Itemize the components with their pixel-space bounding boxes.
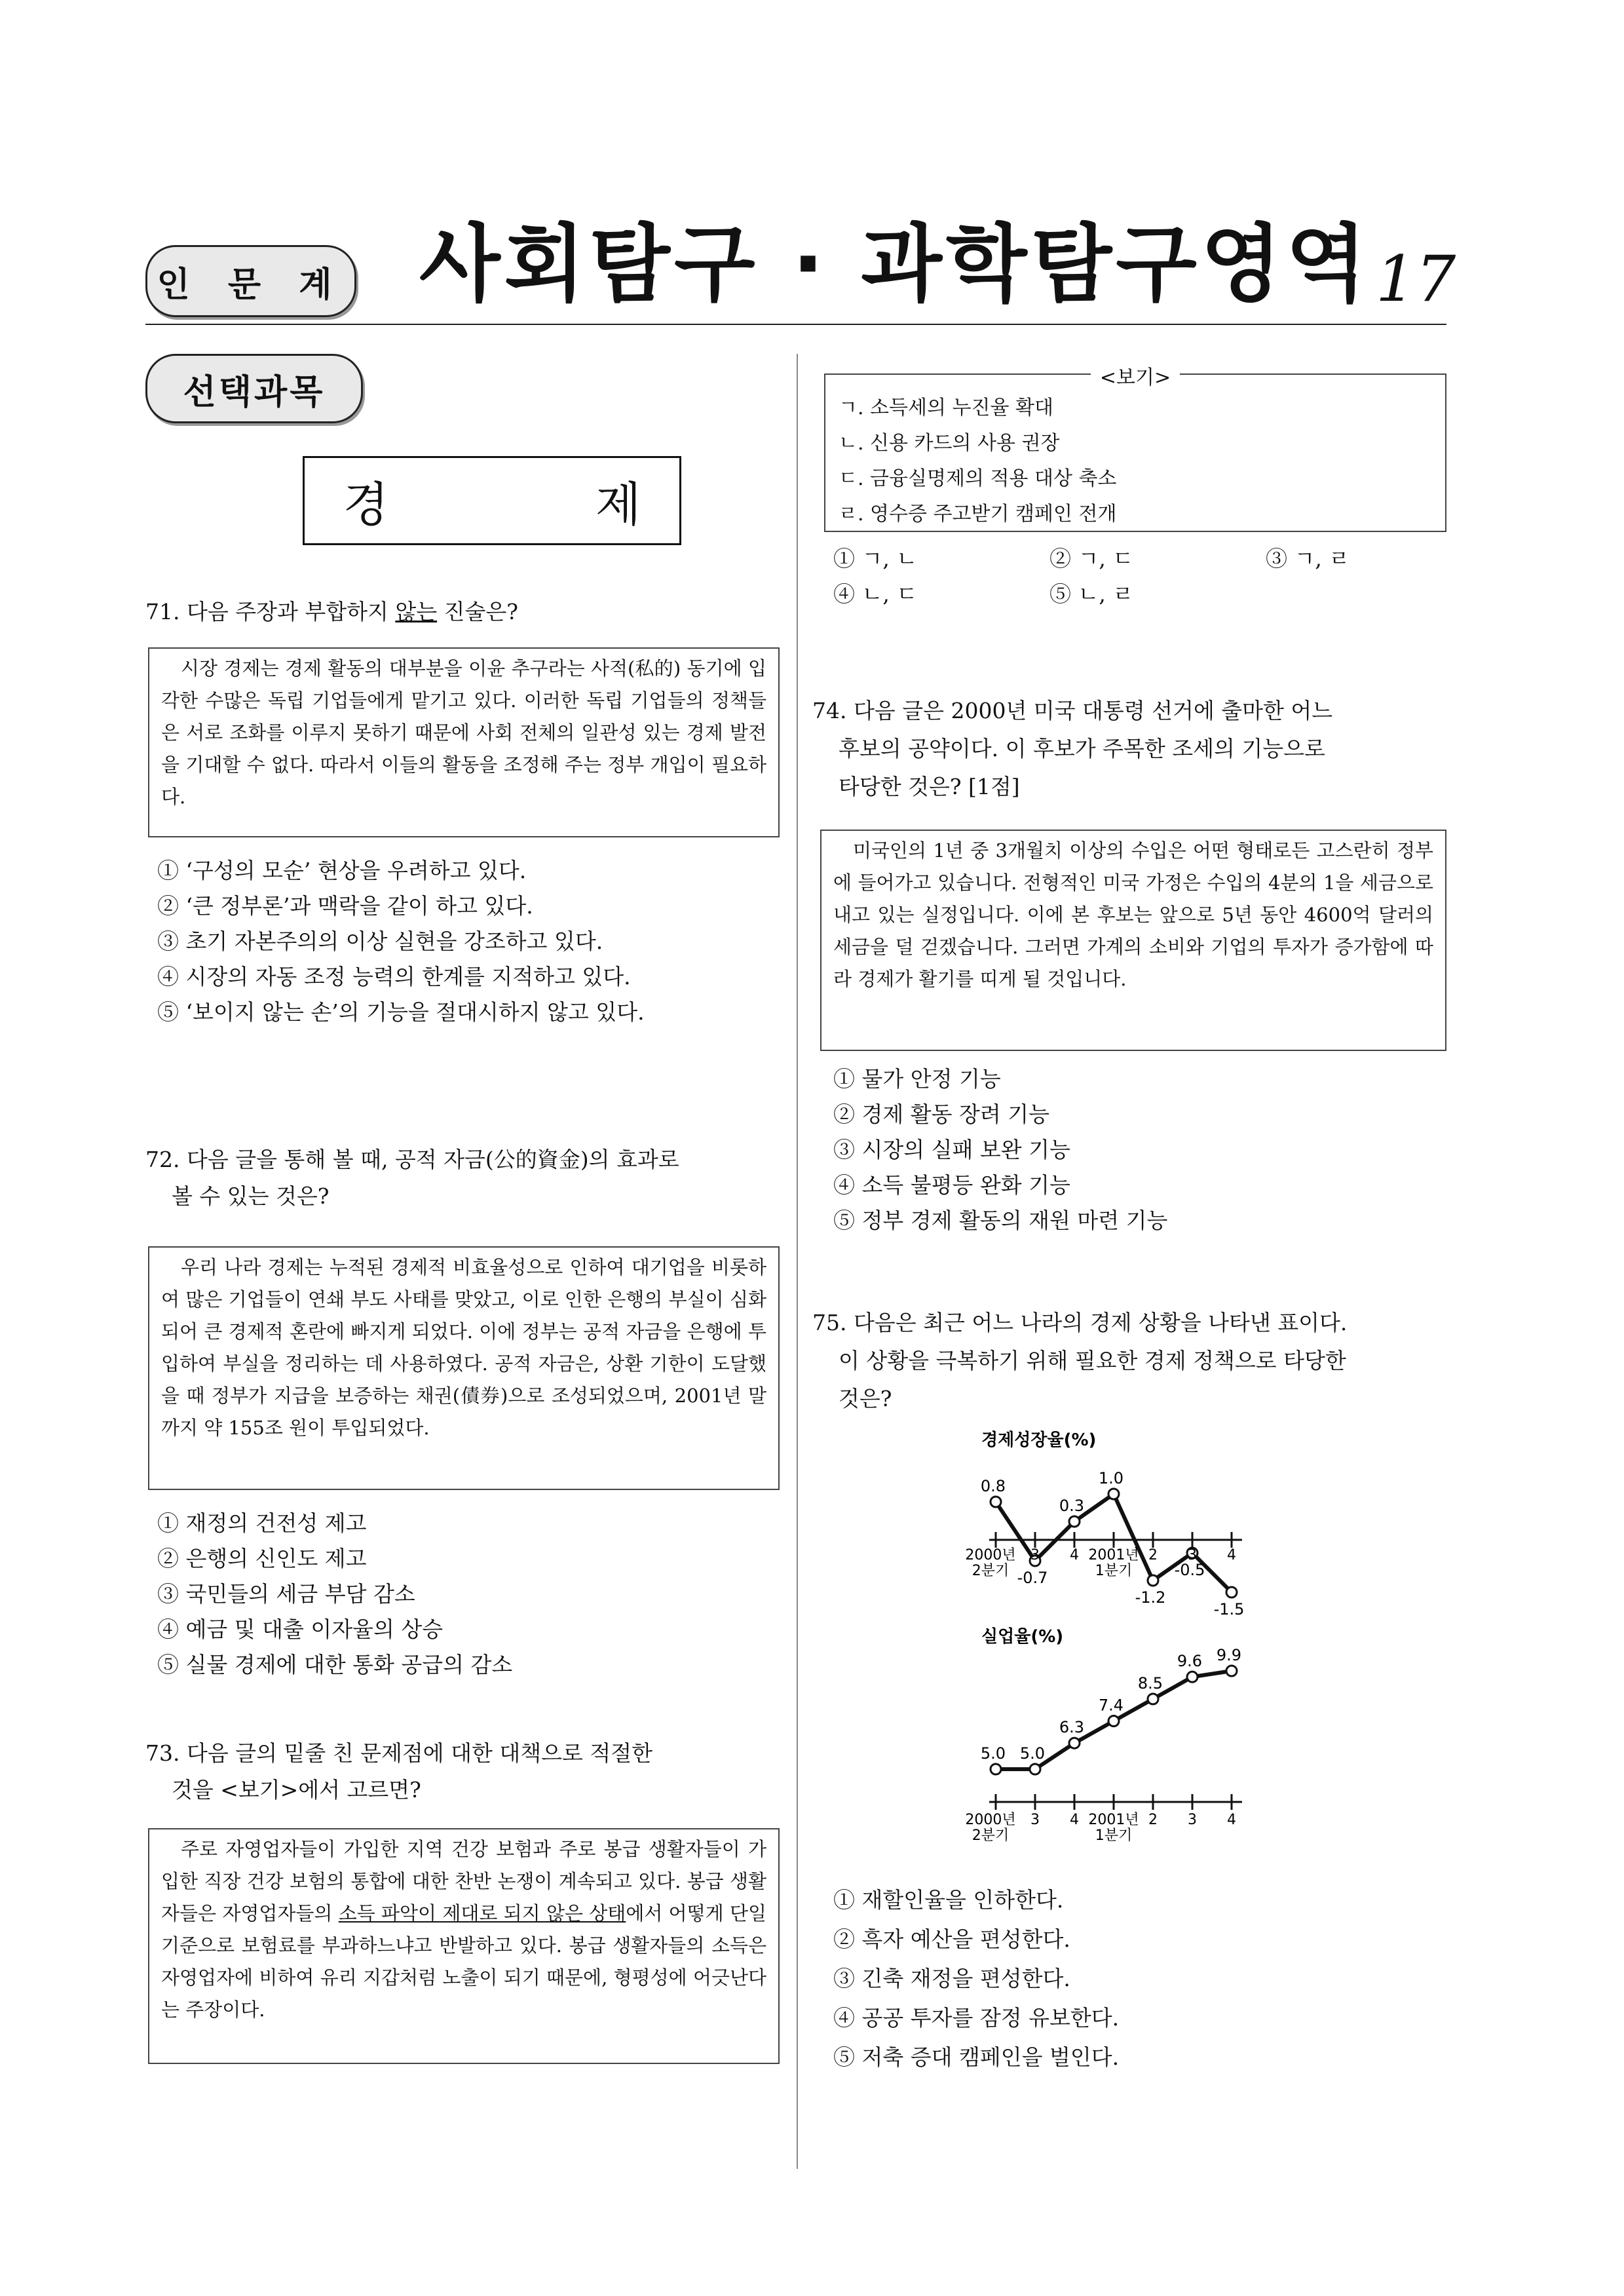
q73-option-3[interactable]: ③ ㄱ, ㄹ [1266, 546, 1350, 571]
data-label: -1.5 [1213, 1600, 1245, 1618]
q73-line2: 것을 <보기>에서 고르면? [172, 1777, 421, 1803]
q72-option-2[interactable]: ② 은행의 신인도 제고 [157, 1546, 367, 1571]
x-tick-label: 4 [1070, 1812, 1079, 1828]
q71-option-4[interactable]: ④ 시장의 자동 조정 능력의 한계를 지적하고 있다. [157, 964, 631, 989]
question-73 [145, 1735, 781, 1808]
q73-passage-after: 에서 어떻게 단일 기준으로 보험료를 부과하느냐고 반발하고 있다. 봉급 생활자들의 소득은 자영업자에 비하여 유리 지갑처럼 노출이 되기 때문에, 형평성에 어긋난다는 주장이다. [161, 1902, 766, 2021]
data-label: 0.3 [1059, 1497, 1085, 1515]
q74-options [833, 1062, 1167, 1238]
x-tick-label: 3 [1030, 1812, 1040, 1828]
q71-underlined: 않는 [395, 599, 438, 624]
q74-line2: 후보의 공약이다. 이 후보가 주목한 조세의 기능으로 [839, 736, 1325, 761]
data-label: 9.6 [1177, 1652, 1203, 1671]
q73-bogi-title: <보기> [1091, 366, 1180, 389]
q73-option-4[interactable]: ④ ㄴ, ㄷ [833, 581, 918, 607]
subject-title: 경 제 [303, 456, 681, 545]
q74-passage: 미국인의 1년 중 3개월치 이상의 수입은 어떤 형태로든 고스란히 정부에 들어가고 있습니다. 전형적인 미국 가정은 수입의 4분의 1을 세금으로 내고 있는 실정입니다. 이에 본 후보는 앞으로 5년 동안 4600억 달러의 세금을 덜 걷겠습니다. 그러면 가계의 소비와 기업의 투자가 증가함에 따라 경제가 활기를 띠게 될 것입니다. [820, 830, 1446, 1051]
q71-passage: 시장 경제는 경제 활동의 대부분을 이윤 추구라는 사적(私的) 동기에 입각한 수많은 독립 기업들에게 맡기고 있다. 이러한 독립 기업들의 정책들은 서로 조화를 이루지 못하기 때문에 사회 전체의 일관성 있는 경제 발전을 기대할 수 없다. 따라서 이들의 활동을 조정해 주는 정부 개입이 필요하다. [148, 647, 780, 837]
q73-bogi-item-1: ㄱ. 소득세의 누진율 확대 [839, 396, 1053, 419]
chart-title: 실업율(%) [981, 1627, 1064, 1647]
data-point [1187, 1672, 1198, 1682]
x-tick-label: 2분기 [972, 1827, 1010, 1844]
header-rule [145, 324, 1446, 325]
section-label: 선택과목 [145, 354, 363, 423]
q75-option-4[interactable]: ④ 공공 투자를 잠정 유보한다. [833, 2005, 1120, 2031]
q72-line2: 볼 수 있는 것은? [172, 1183, 330, 1209]
data-label: 1.0 [1098, 1469, 1124, 1487]
question-71 [145, 594, 518, 630]
q75-line2: 이 상황을 극복하기 위해 필요한 경제 정책으로 타당한 [839, 1348, 1346, 1373]
data-point [1030, 1764, 1040, 1774]
page-number: 17 [1376, 242, 1456, 316]
q73-line1: 73. 다음 글의 밑줄 친 문제점에 대한 대책으로 적절한 [145, 1740, 652, 1766]
q72-option-3[interactable]: ③ 국민들의 세금 부담 감소 [157, 1581, 415, 1607]
data-label: 7.4 [1098, 1696, 1124, 1715]
data-label: 5.0 [980, 1744, 1006, 1763]
x-tick-label: 1분기 [1095, 1827, 1133, 1844]
x-tick-label: 2001년 [1088, 1547, 1139, 1563]
question-72 [145, 1141, 781, 1215]
q74-option-1[interactable]: ① 물가 안정 기능 [833, 1066, 1001, 1092]
data-point [1069, 1738, 1080, 1748]
q73-bogi-box [824, 366, 1446, 532]
data-label: -1.2 [1135, 1588, 1166, 1607]
q71-options [157, 853, 645, 1030]
q72-option-4[interactable]: ④ 예금 및 대출 이자율의 상승 [157, 1617, 444, 1642]
question-75 [812, 1304, 1446, 1418]
data-point [1226, 1587, 1237, 1598]
q73-bogi-item-4: ㄹ. 영수증 주고받기 캠페인 전개 [839, 503, 1117, 526]
x-tick-label: 2001년 [1088, 1812, 1139, 1828]
q74-option-4[interactable]: ④ 소득 불평등 완화 기능 [833, 1172, 1070, 1198]
column-divider [797, 354, 798, 2169]
q71-option-3[interactable]: ③ 초기 자본주의의 이상 실현을 강조하고 있다. [157, 928, 603, 954]
q73-option-2[interactable]: ② ㄱ, ㄷ [1049, 546, 1134, 571]
q73-passage [148, 1828, 780, 2064]
data-point [991, 1764, 1001, 1774]
x-tick-label: 4 [1227, 1547, 1236, 1563]
q74-line1: 74. 다음 글은 2000년 미국 대통령 선거에 출마한 어느 [812, 698, 1333, 723]
q71-prefix: 71. 다음 주장과 부합하지 [145, 599, 396, 624]
data-point [1148, 1694, 1158, 1704]
chart-title: 경제성장율(%) [981, 1430, 1097, 1450]
q75-options [833, 1881, 1119, 2077]
q75-line1: 75. 다음은 최근 어느 나라의 경제 상황을 나타낸 표이다. [812, 1310, 1348, 1335]
q75-option-3[interactable]: ③ 긴축 재정을 편성한다. [833, 1966, 1070, 1991]
data-point [1069, 1516, 1080, 1527]
data-label: 6.3 [1059, 1718, 1085, 1737]
question-74 [812, 692, 1446, 806]
q71-option-1[interactable]: ① ‘구성의 모순’ 현상을 우려하고 있다. [157, 858, 527, 883]
q75-option-1[interactable]: ① 재할인율을 인하한다. [833, 1887, 1064, 1913]
data-point [991, 1497, 1001, 1507]
q72-passage: 우리 나라 경제는 누적된 경제적 비효율성으로 인하여 대기업을 비롯하여 많은 기업들이 연쇄 부도 사태를 맞았고, 이로 인한 은행의 부실이 심화되어 큰 경제적 혼란에 빠지게 되었다. 이에 정부는 공적 자금을 은행에 투입하여 부실을 정리하는 데 사용하였다. 공적 자금은, 상환 기한이 도달했을 때 정부가 지급을 보증하는 채권(債券)으로 조성되었으며, 2001년 말까지 약 155조 원이 투입되었다. [148, 1246, 780, 1490]
q73-bogi-item-2: ㄴ. 신용 카드의 사용 권장 [839, 432, 1060, 455]
x-tick-label: 2 [1148, 1812, 1158, 1828]
q72-option-1[interactable]: ① 재정의 건전성 제고 [157, 1510, 367, 1536]
q71-option-5[interactable]: ⑤ ‘보이지 않는 손’의 기능을 절대시하지 않고 있다. [157, 999, 645, 1025]
unemployment-rate-chart [965, 1625, 1277, 1848]
x-tick-label: 4 [1227, 1812, 1236, 1828]
x-tick-label: 1분기 [1095, 1563, 1133, 1579]
q73-option-1[interactable]: ① ㄱ, ㄴ [833, 546, 918, 571]
data-label: -0.5 [1174, 1561, 1205, 1579]
x-tick-label: 2000년 [965, 1547, 1016, 1563]
q73-passage-underlined: 소득 파악이 제대로 되지 않은 상태 [338, 1902, 626, 1924]
q72-line1: 72. 다음 글을 통해 볼 때, 공적 자금(公的資金)의 효과로 [145, 1147, 679, 1172]
data-label: 9.9 [1216, 1646, 1242, 1664]
data-point [1226, 1666, 1237, 1676]
q74-line3: 타당한 것은? [1점] [839, 774, 1020, 799]
x-tick-label: 2 [1148, 1547, 1158, 1563]
data-label: -0.7 [1017, 1569, 1048, 1587]
data-point [1148, 1575, 1158, 1586]
data-label: 5.0 [1019, 1744, 1046, 1763]
x-tick-label: 3 [1030, 1547, 1040, 1563]
q75-option-5[interactable]: ⑤ 저축 증대 캠페인을 벌인다. [833, 2044, 1120, 2070]
q75-option-2[interactable]: ② 흑자 예산을 편성한다. [833, 1926, 1070, 1952]
q74-option-5[interactable]: ⑤ 정부 경제 활동의 재원 마련 기능 [833, 1208, 1168, 1233]
q73-passage-before: 주로 자영업자들이 가입한 지역 건강 보험과 주로 봉급 생활자들이 가입한 직장 건강 보험의 통합에 대한 찬반 논쟁이 계속되고 있다. 봉급 생활자들은 자영업자들의 [161, 1838, 766, 1924]
data-point [1108, 1716, 1119, 1727]
x-tick-label: 3 [1188, 1547, 1197, 1563]
q72-option-5[interactable]: ⑤ 실물 경제에 대한 통화 공급의 감소 [157, 1652, 513, 1677]
x-tick-label: 3 [1188, 1812, 1197, 1828]
q72-options [157, 1506, 512, 1683]
track-label: 인 문 계 [145, 245, 356, 317]
q74-option-3[interactable]: ③ 시장의 실패 보완 기능 [833, 1137, 1070, 1162]
x-tick-label: 2000년 [965, 1812, 1016, 1828]
q74-option-2[interactable]: ② 경제 활동 장려 기능 [833, 1101, 1049, 1127]
q73-option-5[interactable]: ⑤ ㄴ, ㄹ [1049, 581, 1134, 607]
growth-rate-chart [965, 1428, 1277, 1651]
q73-bogi-item-3: ㄷ. 금융실명제의 적용 대상 축소 [839, 467, 1117, 490]
q73-options [833, 541, 1482, 612]
q75-line3: 것은? [839, 1386, 892, 1411]
page-title: 사회탐구 · 과학탐구영역 [419, 216, 1371, 313]
x-tick-label: 2분기 [972, 1563, 1010, 1579]
data-point [1108, 1489, 1119, 1499]
q71-option-2[interactable]: ② ‘큰 정부론’과 맥락을 같이 하고 있다. [157, 893, 533, 919]
data-label: 8.5 [1137, 1674, 1163, 1693]
x-tick-label: 4 [1070, 1547, 1079, 1563]
data-label: 0.8 [980, 1477, 1006, 1495]
q71-suffix: 진술은? [437, 599, 518, 624]
